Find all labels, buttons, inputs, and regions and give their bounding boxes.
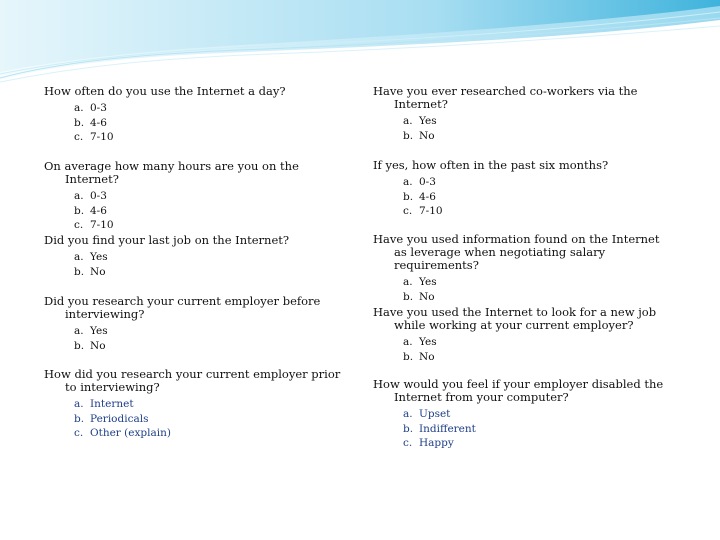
option-a: a. 0-3	[403, 176, 436, 188]
question-text: Have you used the Internet to look for a new job while working at your current employer?	[373, 305, 657, 332]
option-a: a. 0-3	[74, 102, 107, 114]
option-list	[373, 114, 673, 143]
option-b: b. Periodicals	[74, 412, 149, 425]
question-researched-coworkers	[373, 85, 673, 143]
option-c: c. 7-10	[74, 219, 114, 231]
question-new-job-search	[373, 306, 673, 364]
question-text: How did you research your current employer prior to interviewing?	[44, 367, 341, 394]
option-b: b. No	[403, 290, 435, 303]
question-text: Did you research your current employer before interviewing?	[44, 294, 321, 321]
option-b: b. 4-6	[74, 116, 107, 129]
option-b: b. No	[403, 350, 435, 363]
option-list	[373, 407, 673, 451]
question-text: Have you used information found on the Internet as leverage when negotiating salary requirements?	[373, 232, 660, 272]
option-list	[44, 101, 354, 145]
option-list	[44, 324, 354, 353]
question-employer-disabled-internet	[373, 378, 673, 451]
wave-band-front	[0, 0, 720, 72]
option-a: a. Upset	[403, 408, 451, 420]
question-internet-use-per-day	[44, 85, 354, 145]
option-list	[44, 250, 354, 279]
question-text: How often do you use the Internet a day?	[44, 84, 286, 98]
option-c: c. 7-10	[403, 205, 443, 217]
option-a: a. Yes	[403, 276, 437, 288]
option-list	[373, 275, 673, 304]
option-a: a. Yes	[74, 251, 108, 263]
option-b: b. Indifferent	[403, 422, 476, 435]
question-last-job-on-internet	[44, 234, 354, 279]
option-list	[44, 397, 354, 441]
question-text: How would you feel if your employer disabled the Internet from your computer?	[373, 377, 664, 404]
question-how-often-six-months	[373, 159, 673, 219]
question-text: On average how many hours are you on the Internet?	[44, 159, 299, 186]
option-b: b. No	[403, 129, 435, 142]
wave-banner	[0, 0, 720, 90]
question-researched-employer	[44, 295, 354, 353]
option-b: b. 4-6	[74, 204, 107, 217]
option-c: c. Happy	[403, 437, 454, 449]
question-salary-leverage	[373, 233, 673, 304]
option-a: a. Yes	[74, 325, 108, 337]
option-b: b. 4-6	[403, 190, 436, 203]
option-a: a. Yes	[403, 115, 437, 127]
option-list	[373, 175, 673, 219]
option-a: a. Internet	[74, 398, 134, 410]
question-hours-on-internet	[44, 160, 354, 233]
option-c: c. 7-10	[74, 131, 114, 143]
option-list	[44, 189, 354, 233]
option-a: a. 0-3	[74, 190, 107, 202]
question-text: Did you find your last job on the Internet?	[44, 233, 290, 247]
question-text: If yes, how often in the past six months?	[373, 158, 609, 172]
option-c: c. Other (explain)	[74, 427, 171, 439]
option-list	[373, 335, 673, 364]
option-b: b. No	[74, 339, 106, 352]
question-how-researched-employer	[44, 368, 354, 441]
question-text: Have you ever researched co-workers via the Internet?	[373, 84, 638, 111]
option-b: b. No	[74, 265, 106, 278]
option-a: a. Yes	[403, 336, 437, 348]
